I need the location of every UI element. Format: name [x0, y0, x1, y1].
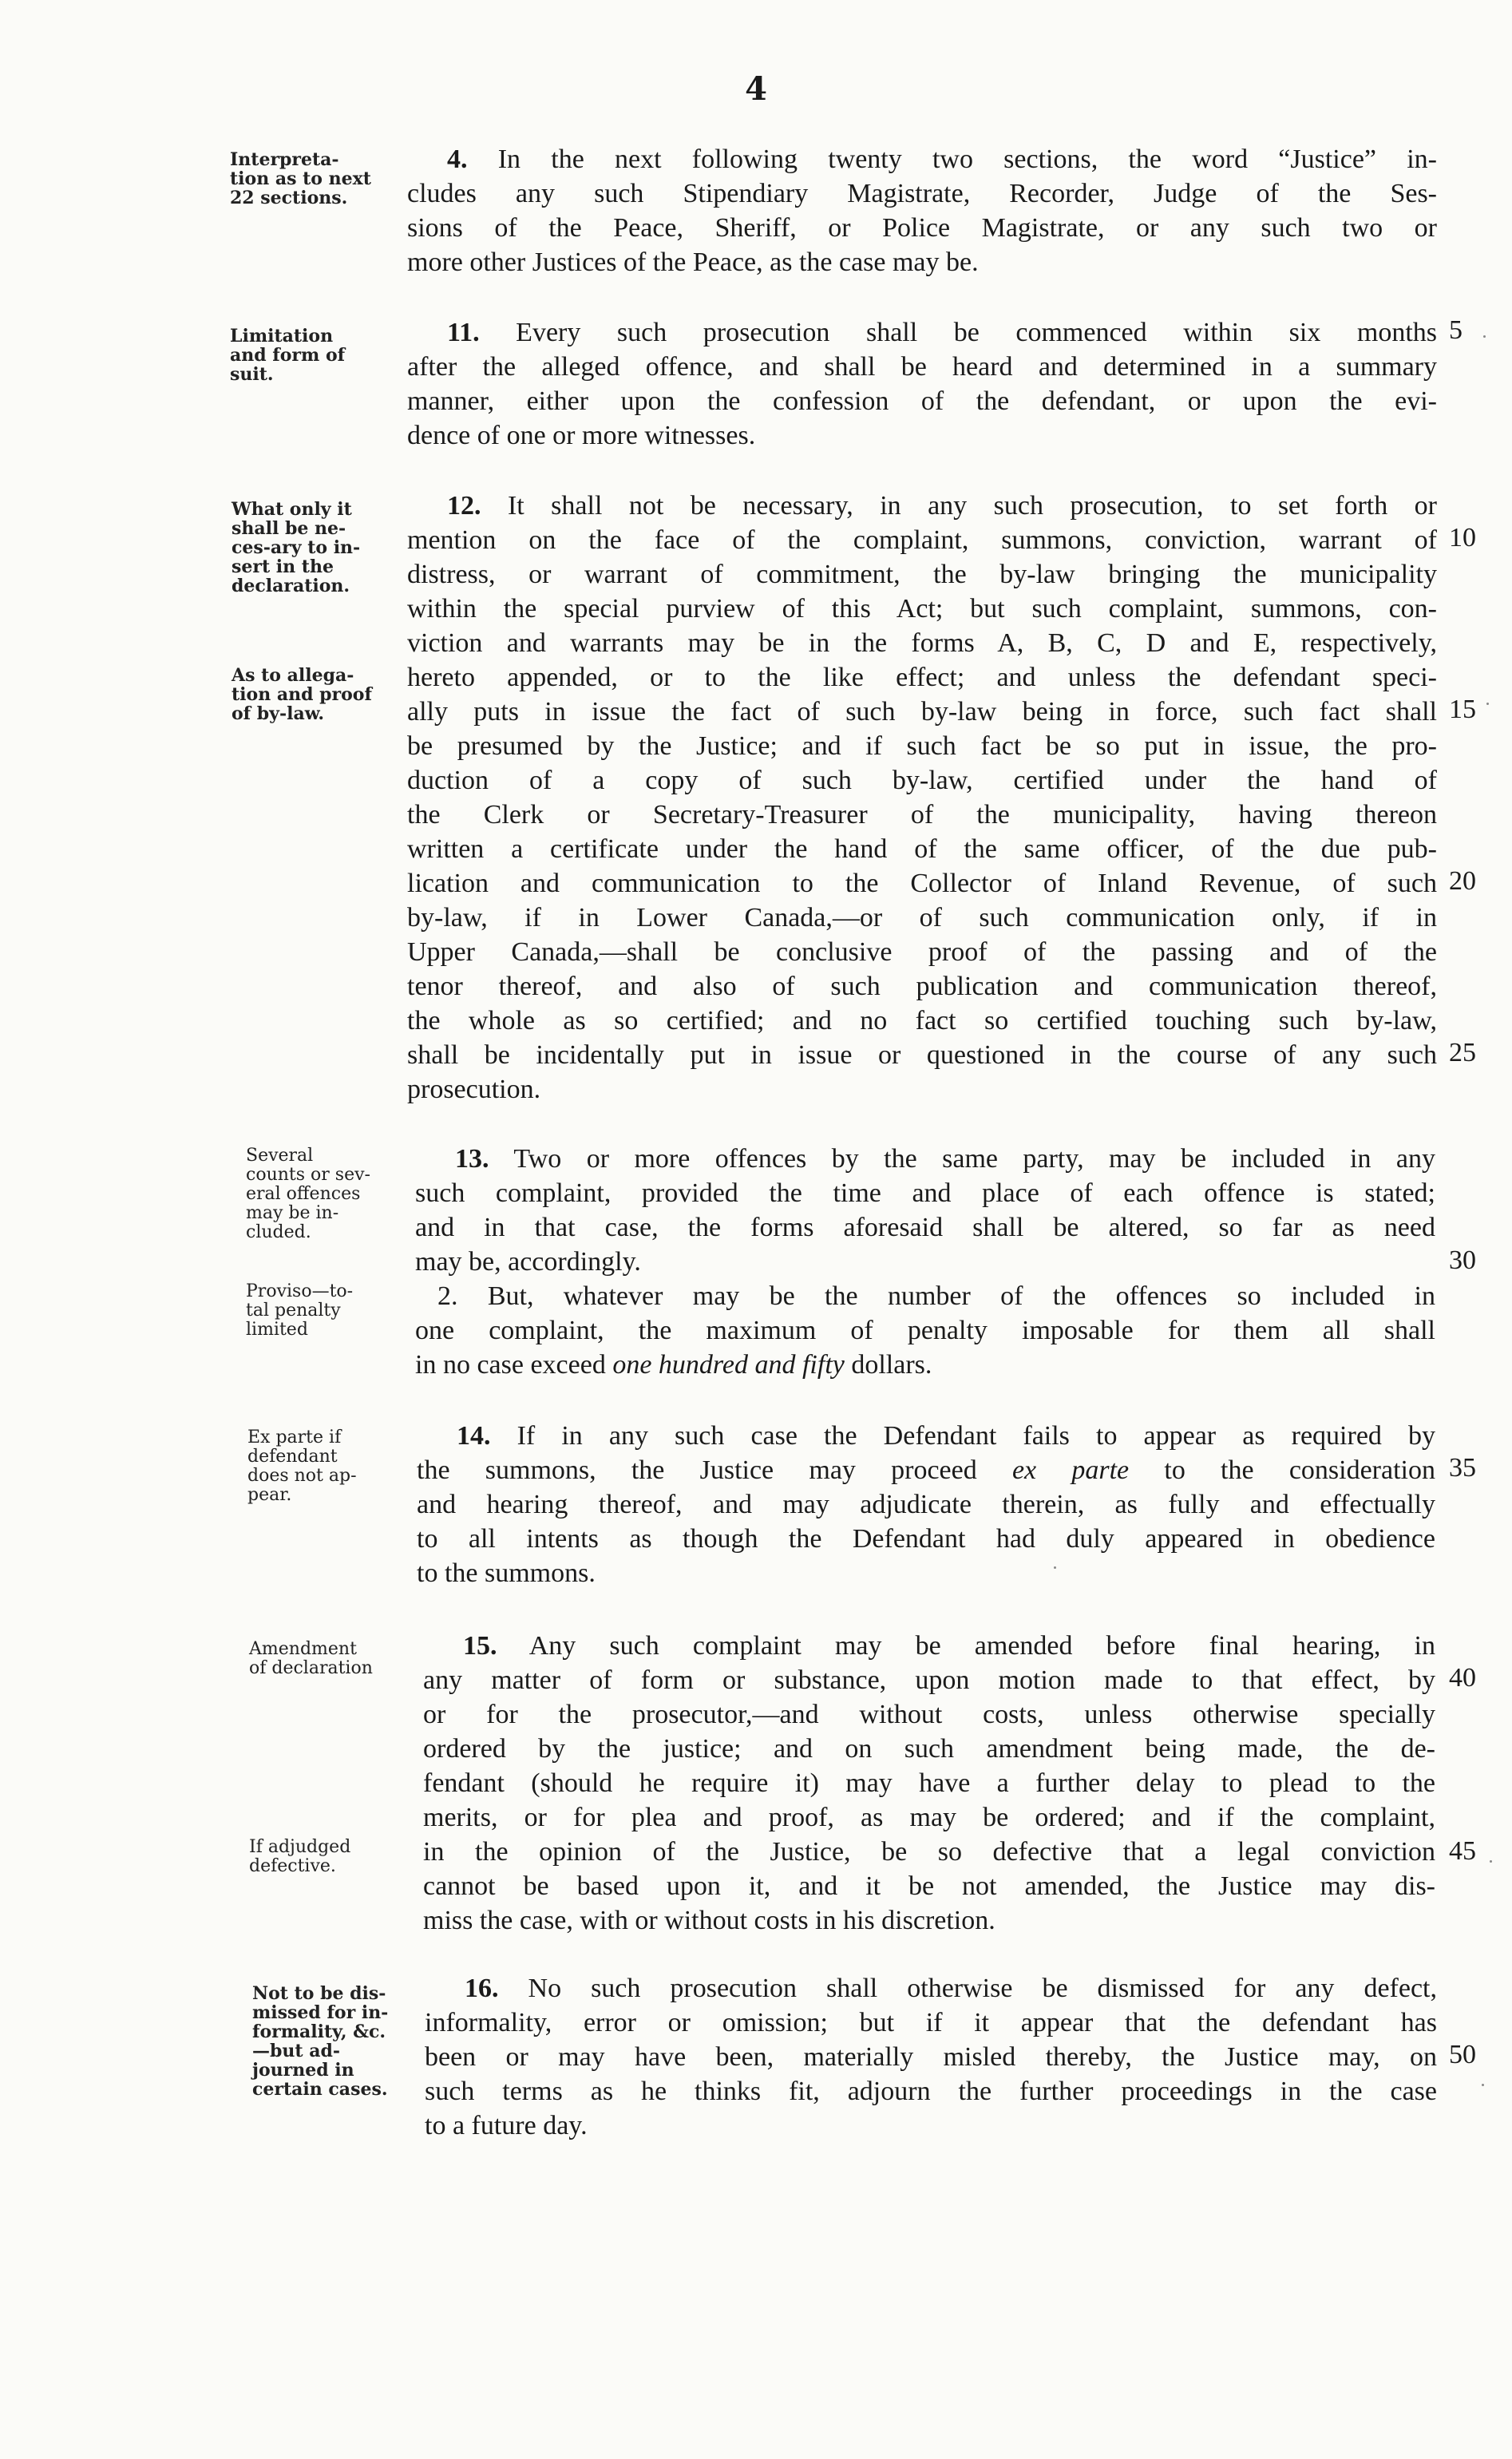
scan-speck — [1490, 1860, 1492, 1863]
line-number: 40 — [1449, 1663, 1476, 1693]
marginal-note: Ex parte if defendant does not ap- pear. — [247, 1427, 357, 1505]
line-number: 30 — [1449, 1245, 1476, 1275]
section-text: 11. Every such prosecution shall be commenced within six months after the alleged offence, and shall be heard and determined in a summary manner, either upon the confession of the defendant, or upon the evi- dence of one or more witnesses. — [407, 318, 1437, 450]
marginal-note: Interpreta- tion as to next 22 sections. — [230, 149, 371, 208]
line-number: 20 — [1449, 866, 1476, 896]
marginal-note: If adjudged defective. — [249, 1837, 351, 1876]
page-number: 4 — [745, 70, 767, 108]
section-text: 4. In the next following twenty two sections, the word “Justice” in- cludes any such Stipendiary Magistrate, Recorder, Judge of the Ses- sions of the Peace, Sheriff, or Police Magistrate, or any such two or more other Justices of the Peace, as the case may be. — [407, 145, 1437, 277]
section-text: 12. It shall not be necessary, in any such prosecution, to set forth or mention on the face of the complaint, summons, conviction, warrant of distress, or warrant of commitment, the by-law bringing the municipality within the special purview of this Act; but such complaint, summons, con- viction and warrants may be in the forms A, B, C, D and E, respectively, hereto appended, or to the like effect; and unless the defendant speci- ally puts in issue the fact of such by-law being in force, such fact shall be presumed by the Justice; and if such fact be so put in issue, the pro- duction of a copy of such by-law, certified under the hand of the Clerk or Secretary-Treasurer of the municipality, having thereon written a certificate under the hand of the same officer, of the due pub- lication and communication to the Collector of Inland Revenue, of such by-law, if in Lower Canada,—or of such communication only, if in Upper Canada,—shall be conclusive proof of the passing and of the tenor thereof, and also of such publication and communication thereof, the whole as so certified; and no fact so certified touching such by-law, shall be incidentally put in issue or questioned in the course of any such prosecution. — [407, 491, 1437, 1104]
scan-speck — [1486, 703, 1489, 705]
section-text: 13. Two or more offences by the same party, may be included in any such complaint, provided the time and place of each offence is stated; and in that case, the forms aforesaid shall be altered, so far as need may be, accordingly. 2. But, whatever may be the number of the offences so included in one complaint, the maximum of penalty imposable for them all shall in no case exceed one hundred and fifty dollars. — [415, 1144, 1435, 1380]
section-text: 15. Any such complaint may be amended before final hearing, in any matter of form or substance, upon motion made to that effect, by or for the prosecutor,—and without costs, unless otherwise specially ordered by the justice; and on such amendment being made, the de- fendant (should he require it) may have a further delay to plead to the merits, or for plea and proof, as may be ordered; and if the complaint, in the opinion of the Justice, be so defective that a legal conviction cannot be based upon it, and it be not amended, the Justice may dis- miss the case, with or without costs in his discretion. — [423, 1631, 1435, 1935]
line-number: 50 — [1449, 2040, 1476, 2069]
line-number: 35 — [1449, 1453, 1476, 1483]
line-number: 5 — [1449, 315, 1463, 345]
scan-speck — [1482, 2084, 1484, 2086]
marginal-note: As to allega- tion and proof of by-law. — [232, 665, 372, 724]
section-text: 14. If in any such case the Defendant fails to appear as required by the summons, the Justice may proceed ex parte to the consideration and hearing thereof, and may adjudicate therein, as fully and effectually to all intents as though the Defendant had duly appeared in obedience to the summons. — [417, 1421, 1435, 1588]
line-number: 15 — [1449, 695, 1476, 724]
line-number: 45 — [1449, 1836, 1476, 1866]
line-number: 25 — [1449, 1038, 1476, 1067]
scan-speck — [1054, 1566, 1056, 1569]
marginal-note: Several counts or sev- eral offences may be in- cluded. — [246, 1146, 370, 1242]
marginal-note: Amendment of declaration — [249, 1639, 373, 1678]
marginal-note: Not to be dis- missed for in- formality, &c. —but ad- journed in certain cases. — [252, 1983, 389, 2100]
marginal-note: What only it shall be ne- ces-ary to in- sert in the declaration. — [232, 499, 361, 596]
marginal-note: Proviso—to- tal penalty limited — [246, 1281, 354, 1340]
scan-speck — [1483, 335, 1486, 338]
section-text: 16. No such prosecution shall otherwise be dismissed for any defect, informality, error or omission; but if it appear that the defendant has been or may have been, materially misled thereby, the Justice may, on such terms as he thinks fit, adjourn the further proceedings in the case to a future day. — [425, 1974, 1437, 2140]
marginal-note: Limitation and form of suit. — [230, 326, 346, 385]
line-number: 10 — [1449, 523, 1476, 552]
